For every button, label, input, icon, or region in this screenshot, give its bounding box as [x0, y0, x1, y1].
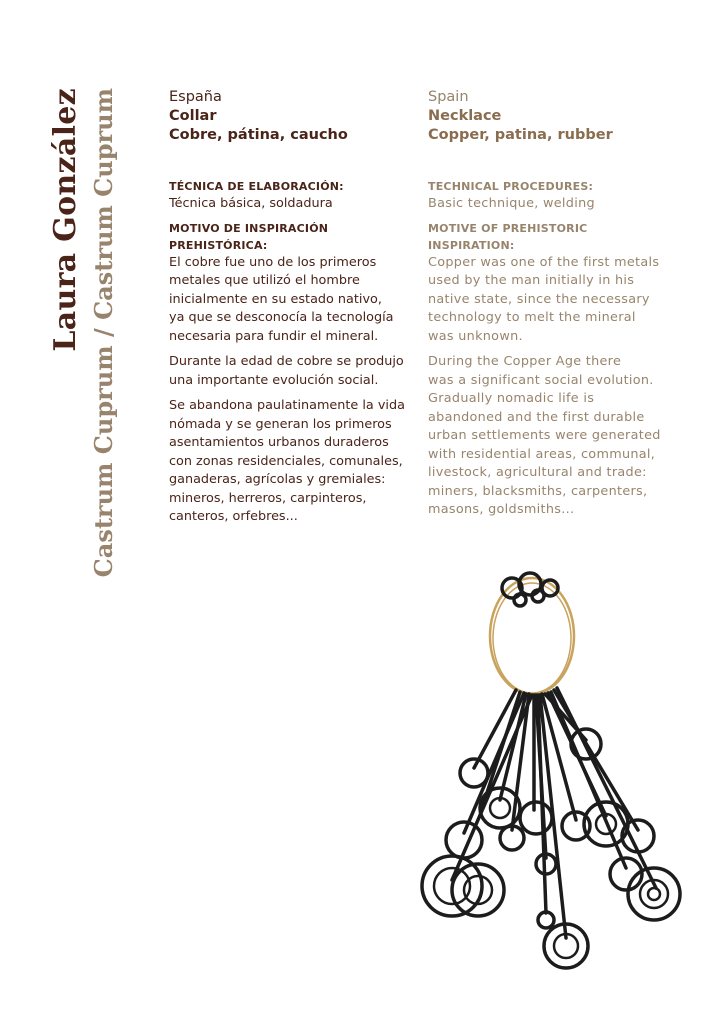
origin-es: España	[169, 89, 222, 105]
work-title: Castrum Cuprum / Castrum Cuprum	[89, 88, 118, 578]
inspiration-label-es-2: PREHISTÓRICA:	[169, 238, 268, 252]
text-line: Se abandona paulatinamente la vida	[169, 398, 405, 413]
text-line: nómada y se generan los primeros	[169, 416, 392, 432]
technique-label-es: TÉCNICA DE ELABORACIÓN:	[169, 180, 344, 193]
text-line: asentamientos urbanos duraderos	[169, 435, 389, 450]
text-line: Copper was one of the first metals	[428, 254, 660, 270]
necklace-photo	[416, 568, 696, 988]
paragraph-es-1	[169, 254, 409, 347]
text-line: ya que se desconocía la tecnología	[169, 310, 394, 325]
text-line: El cobre fue uno de los primeros	[169, 254, 377, 270]
text-line: miners, blacksmiths, carpenters,	[428, 483, 648, 499]
text-line: Gradually nomadic life is	[428, 391, 595, 406]
text-line: was a significant social evolution.	[428, 372, 654, 388]
text-line: necesaria para fundir el mineral.	[169, 328, 379, 344]
text-line: technology to melt the mineral	[428, 310, 636, 325]
text-line: ganaderas, agrícolas y gremiales:	[169, 472, 386, 487]
text-line: masons, goldsmiths...	[428, 502, 575, 517]
technique-label-en: TECHNICAL PROCEDURES:	[428, 180, 594, 193]
paragraph-en-1	[428, 254, 678, 347]
inspiration-label-es-1: MOTIVO DE INSPIRACIÓN	[169, 221, 329, 235]
english-column	[428, 88, 678, 520]
text-line: metales que utilizó el hombre	[169, 273, 360, 288]
technique-en: Basic technique, welding	[428, 196, 595, 211]
text-line: was unknown.	[428, 328, 523, 344]
author-name: Laura González	[48, 88, 83, 352]
text-line: con zonas residenciales, comunales,	[169, 453, 403, 469]
technique-es: Técnica básica, soldadura	[169, 196, 333, 211]
text-line: mineros, herreros, carpinteros,	[169, 490, 367, 506]
spanish-column	[169, 88, 409, 527]
object-en: Necklace	[428, 108, 502, 124]
text-line: canteros, orfebres...	[169, 509, 298, 524]
origin-en: Spain	[428, 89, 469, 105]
text-line: used by the man initially in his	[428, 273, 635, 288]
text-line: inicialmente en su estado nativo,	[169, 291, 382, 307]
text-line: with residential areas, communal,	[428, 446, 656, 462]
inspiration-label-en-2: INSPIRATION:	[428, 238, 515, 252]
materials-es: Cobre, pátina, caucho	[169, 127, 348, 143]
object-es: Collar	[169, 108, 217, 124]
vertical-title	[48, 88, 138, 588]
materials-en: Copper, patina, rubber	[428, 127, 613, 143]
paragraph-en-2	[428, 353, 678, 520]
text-line: native state, since the necessary	[428, 291, 650, 307]
text-line: livestock, agricultural and trade:	[428, 465, 647, 480]
text-line: During the Copper Age there	[428, 354, 622, 369]
text-line: Durante la edad de cobre se produjo	[169, 354, 404, 369]
text-line: urban settlements were generated	[428, 428, 661, 443]
inspiration-label-en-1: MOTIVE OF PREHISTORIC	[428, 221, 588, 235]
pendant-circles	[422, 729, 680, 968]
paragraph-es-3	[169, 397, 409, 527]
text-line: una importante evolución social.	[169, 372, 379, 388]
text-line: abandoned and the first durable	[428, 409, 645, 425]
paragraph-es-2	[169, 353, 409, 390]
